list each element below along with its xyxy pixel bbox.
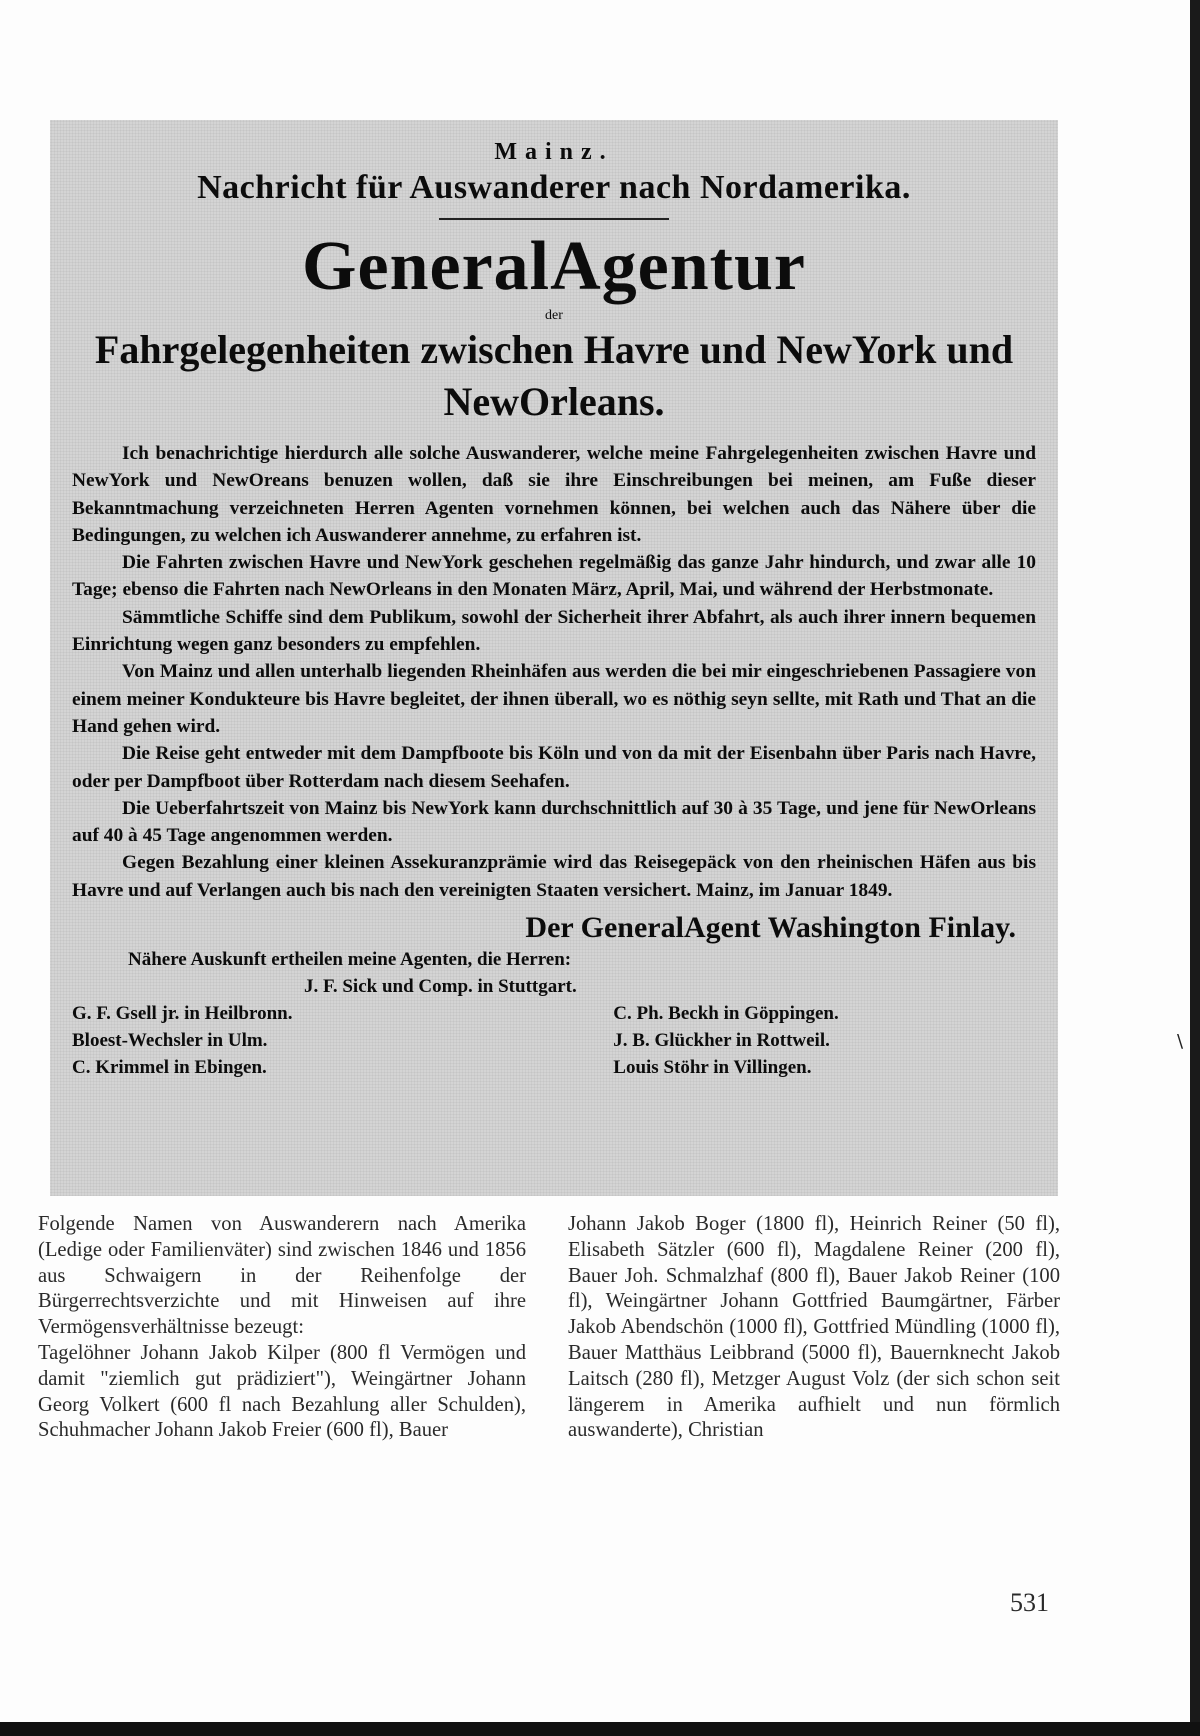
ad-place: Mainz. (494, 139, 614, 165)
ad-agents (72, 1000, 1036, 1081)
ad-paragraph: Von Mainz und allen unterhalb liegenden Rheinhäfen aus werden die bei mir eingeschriebenen Passagiere von einem meiner Kondukteure bis Havre begleitet, der ihnen überall, wo es nöthig seyn sellte, mit Rath und That an die Hand gehen wird. (72, 661, 1036, 737)
agent-entry: C. Ph. Beckh in Göppingen. (613, 1003, 839, 1025)
agent-entry: Bloest-Wechsler in Ulm. (72, 1030, 268, 1052)
agents-left-column (72, 1000, 535, 1081)
ad-divider (439, 218, 669, 220)
body-paragraph: Tagelöhner Johann Jakob Kilper (800 fl Vermögen und damit "ziemlich gut prädiziert"), Weingärtner Johann Georg Volkert (600 fl nach Bezahlung aller Schulden), Schuhmacher Johann Jakob Freier (600 fl), Bauer (38, 1341, 526, 1442)
ad-paragraph: Die Fahrten zwischen Havre und NewYork geschehen regelmäßig das ganze Jahr hindurch, und zwar alle 10 Tage; ebenso die Fahrten nach NewOrleans in den Monaten März, April, Mai, und während der Herbstmonate. (72, 552, 1036, 601)
ad-article: der (545, 308, 563, 323)
ad-signature: Der GeneralAgent Washington Finlay. (525, 911, 1016, 945)
agent-entry: J. B. Glückher in Rottweil. (613, 1030, 830, 1052)
ad-info (72, 946, 1036, 1000)
agent-entry: Louis Stöhr in Villingen. (613, 1057, 812, 1079)
ad-paragraph: Sämmtliche Schiffe sind dem Publikum, sowohl der Sicherheit ihrer Abfahrt, als auch ihrer innern bequemen Einrichtung wegen ganz besonders zu empfehlen. (72, 606, 1036, 656)
ad-subtitle: Fahrgelegenheiten zwischen Havre und NewYork und NewOrleans. (94, 327, 1014, 424)
agent-entry: G. F. Gsell jr. in Heilbronn. (72, 1003, 293, 1025)
ad-info-line: Nähere Auskunft ertheilen meine Agenten, die Herren: (128, 949, 572, 971)
agents-right-column (573, 1000, 1036, 1081)
page-number: 531 (1010, 1588, 1049, 1617)
stray-mark: \ (1177, 1031, 1184, 1052)
page-edge-bottom (0, 1722, 1200, 1736)
body-paragraph: Johann Jakob Boger (1800 fl), Heinrich Reiner (50 fl), Elisabeth Sätzler (600 fl), Magdalene Reiner (200 fl), Bauer Joh. Schmalzhaf (800 fl), Bauer Jakob Reiner (100 fl), Weingärtner Johann Gottfried Baumgärtner, Färber Jakob Abendschön (1000 fl), Gottfried Mündling (1000 fl), Bauer Matthäus Leibbrand (5000 fl), Bauernknecht Jakob Laitsch (280 fl), Metzger August Volz (der sich schon seit längerem in Amerika aufhielt und nun förmlich auswanderte), Christian (568, 1213, 1060, 1442)
ad-paragraph: Die Ueberfahrtszeit von Mainz bis NewYork kann durchschnittlich auf 30 à 35 Tage, und jene für NewOrleans auf 40 à 45 Tage angenommen werden. (72, 797, 1036, 847)
agent-entry: C. Krimmel in Ebingen. (72, 1057, 267, 1079)
ad-paragraph: Gegen Bezahlung einer kleinen Assekuranzprämie wird das Reisegepäck von den rheinischen Häfen aus bis Havre und auf Verlangen auch bis nach den vereinigten Staaten versichert. Mainz, im Januar 1849. (72, 852, 1036, 901)
body-text-right-column (568, 1212, 1060, 1444)
page-edge-right (1190, 0, 1200, 1736)
emigration-advertisement (50, 120, 1058, 1196)
ad-info-line: J. F. Sick und Comp. in Stuttgart. (304, 976, 577, 998)
body-paragraph: Folgende Namen von Auswanderern nach Amerika (Ledige oder Familienväter) sind zwischen 1846 und 1856 aus Schwaigern in der Reihenfolge der Bürgerrechtsverzichte und mit Hinweisen auf ihre Vermögensverhältnisse bezeugt: (38, 1213, 526, 1339)
ad-paragraph: Die Reise geht entweder mit dem Dampfboote bis Köln und von da mit der Eisenbahn über Paris nach Havre, oder per Dampfboot über Rotterdam nach diesem Seehafen. (72, 743, 1036, 792)
ad-body (72, 440, 1036, 904)
ad-paragraph: Ich benachrichtige hierdurch alle solche Auswanderer, welche meine Fahrgelegenheiten zwischen Havre und NewYork und NewOreans benuzen wollen, daß sie ihre Einschreibungen bei meinen, am Fuße dieser Bekanntmachung verzeichneten Herren Agenten vornehmen können, bei welchen auch das Nähere über die Bedingungen, zu welchen ich Auswanderer annehme, zu erfahren ist. (72, 443, 1036, 546)
ad-headline: Nachricht für Auswanderer nach Nordamerika. (197, 169, 911, 206)
ad-title: GeneralAgentur (302, 228, 806, 305)
body-text-left-column (38, 1212, 526, 1444)
